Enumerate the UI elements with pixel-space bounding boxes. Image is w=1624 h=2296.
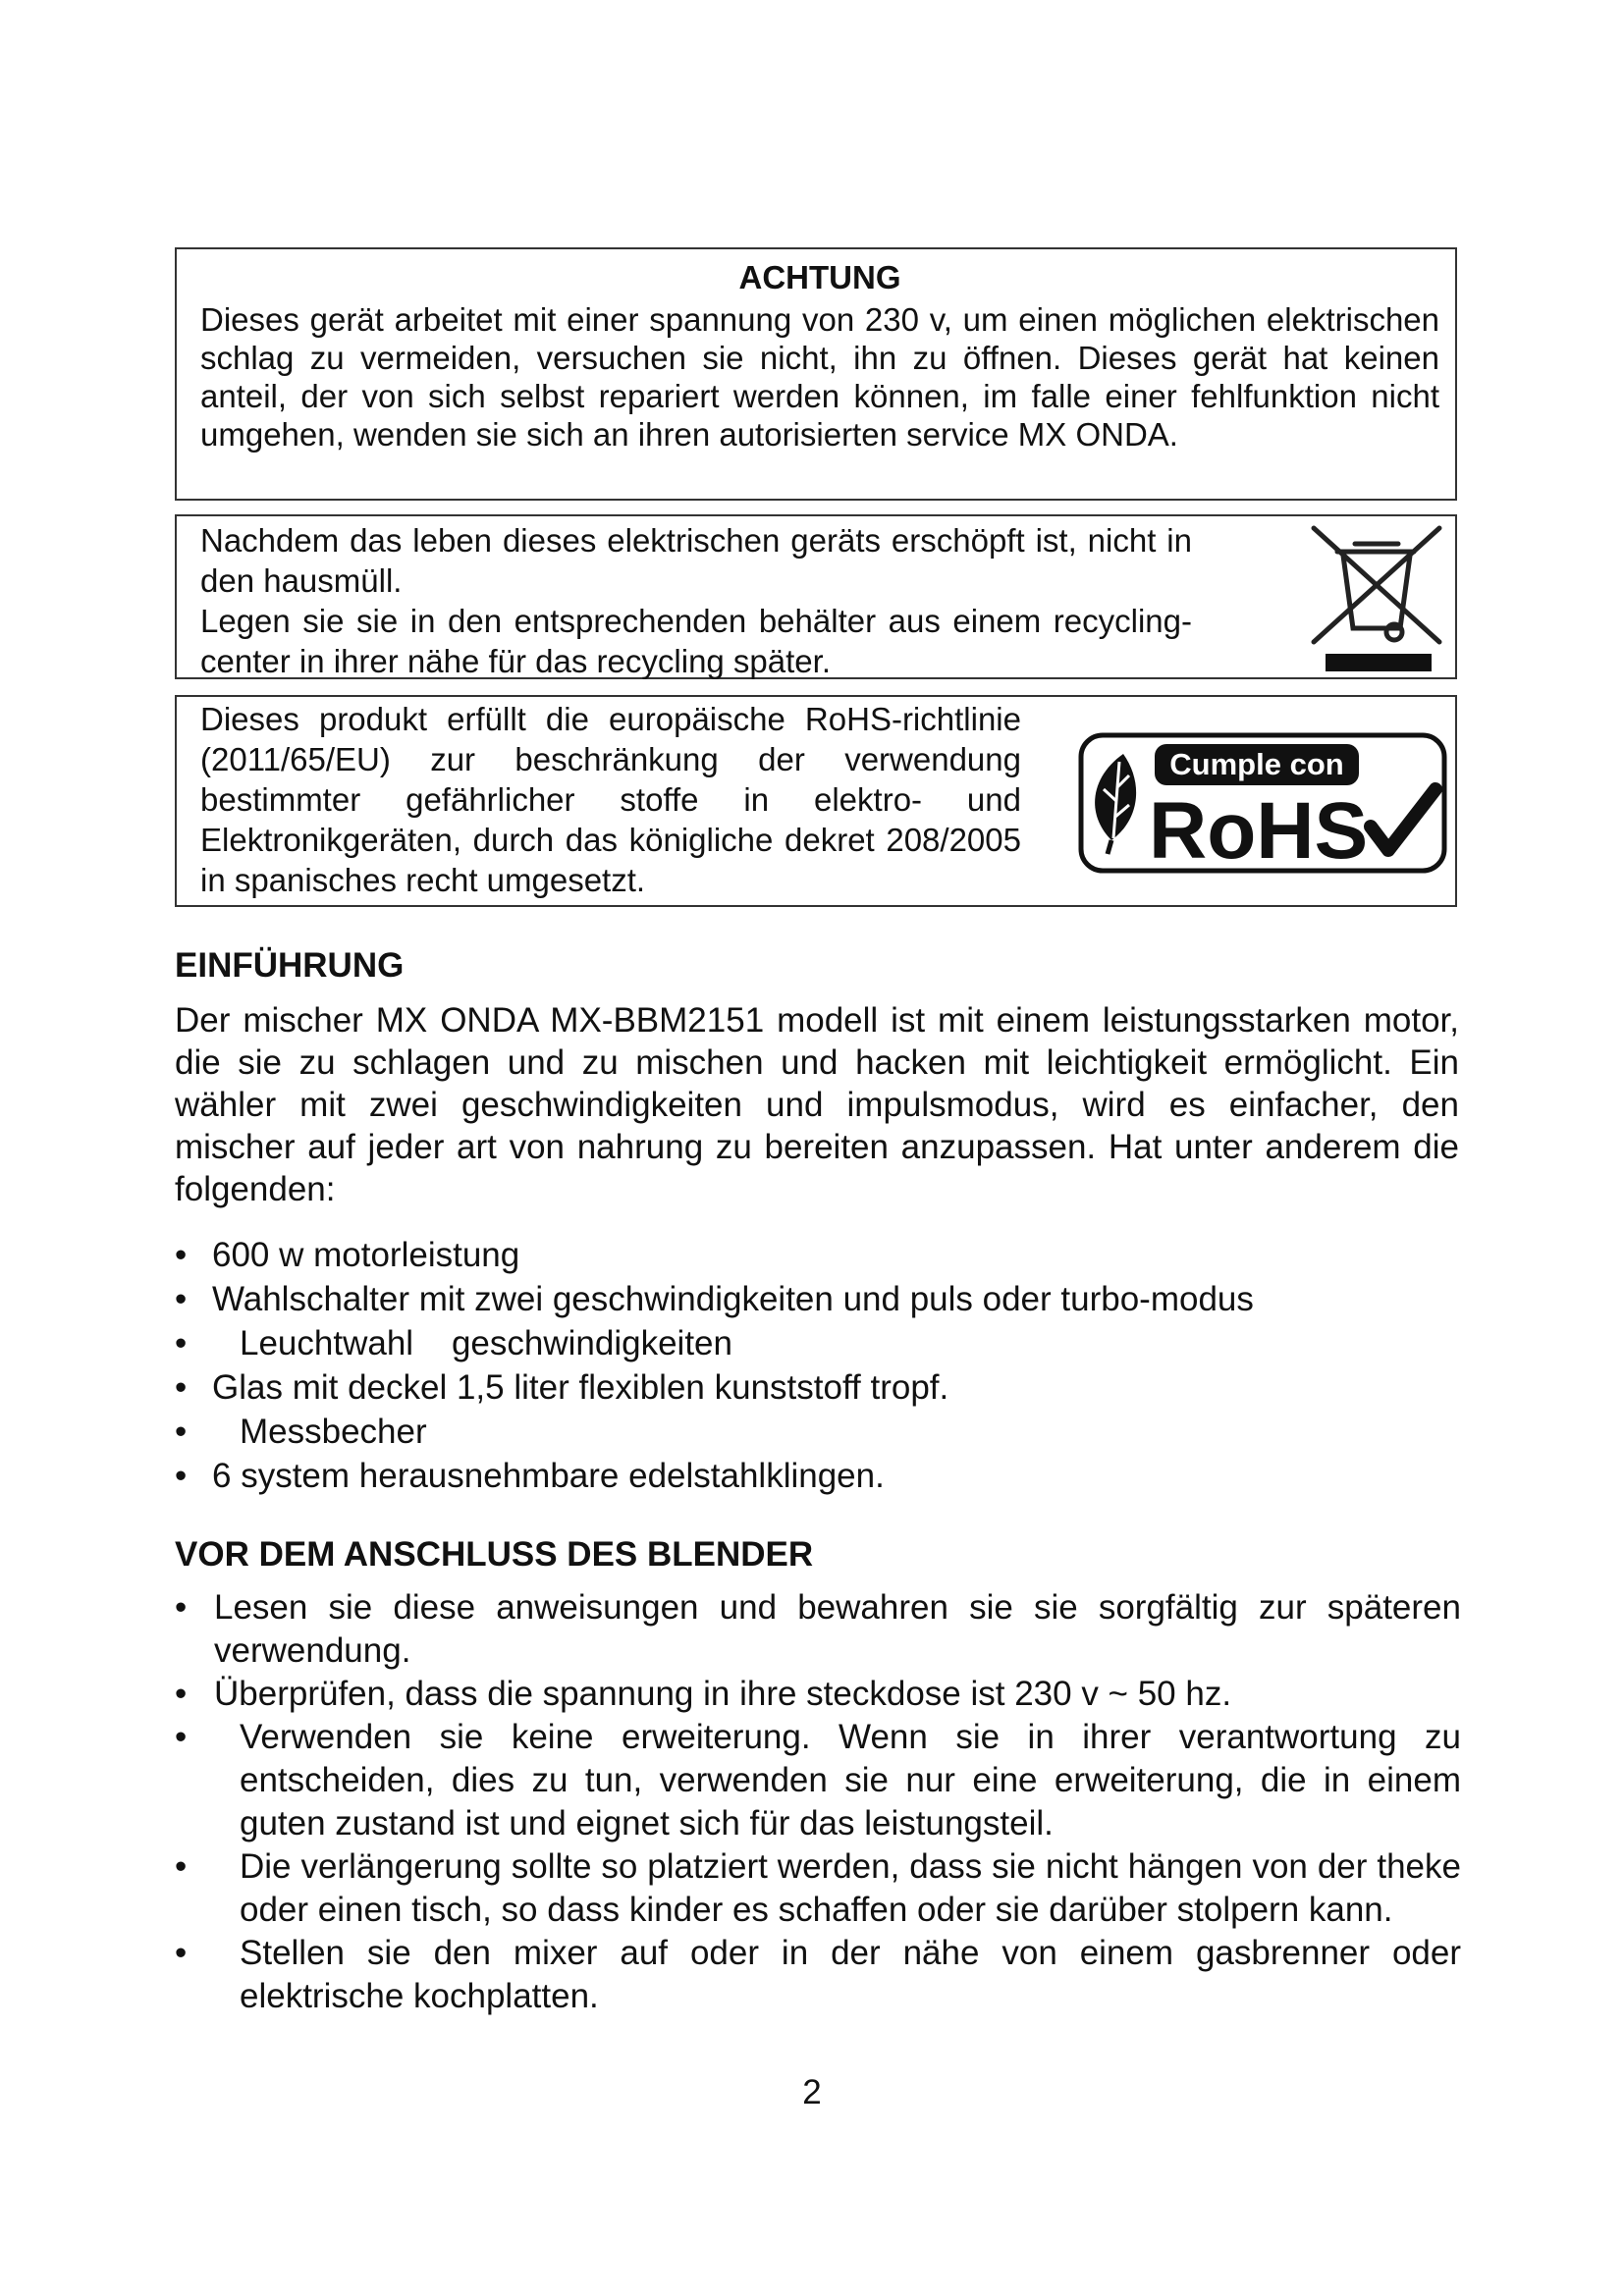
precaution-text: Lesen sie diese anweisungen und bewahren sie sie sorgfältig zur späteren verwendung. bbox=[214, 1588, 1461, 1670]
feature-text: Leuchtwahl geschwindigkeiten bbox=[240, 1324, 732, 1362]
precaution-text: Stellen sie den mixer auf oder in der nähe von einem gasbrenner oder elektrische kochplatten. bbox=[240, 1934, 1461, 2015]
warning-box bbox=[175, 247, 1457, 501]
disposal-line-2: Legen sie sie in den entsprechenden behälter aus einem recycling-center in ihrer nähe für das recycling später. bbox=[200, 603, 1192, 679]
bullet-icon: • bbox=[175, 1324, 188, 1362]
rohs-logo-badge: Cumple con bbox=[1169, 747, 1344, 781]
feature-text: Wahlschalter mit zwei geschwindigkeiten und puls oder turbo-modus bbox=[212, 1280, 1254, 1318]
warning-title: ACHTUNG bbox=[738, 259, 901, 295]
before-connecting-heading: VOR DEM ANSCHLUSS DES BLENDER bbox=[175, 1535, 814, 1574]
list-item bbox=[175, 1365, 1461, 1410]
bullet-icon: • bbox=[175, 1588, 188, 1627]
list-item bbox=[175, 1716, 1461, 1845]
list-item bbox=[175, 1410, 1461, 1454]
page-number: 2 bbox=[802, 2073, 822, 2111]
bullet-icon: • bbox=[175, 1718, 188, 1756]
bullet-icon: • bbox=[175, 1280, 188, 1318]
bullet-icon: • bbox=[175, 1675, 188, 1713]
disposal-box bbox=[175, 514, 1457, 679]
list-item bbox=[175, 1321, 1461, 1365]
bullet-icon: • bbox=[175, 1934, 188, 1972]
rohs-logo bbox=[1078, 732, 1447, 874]
list-item bbox=[175, 1586, 1461, 1673]
feature-text: Glas mit deckel 1,5 liter flexiblen kunststoff tropf. bbox=[212, 1368, 949, 1407]
intro-text: Der mischer MX ONDA MX-BBM2151 modell ist mit einem leistungsstarken motor, die sie zu schlagen und zu mischen und hacken mit leichtigkeit ermöglicht. Ein wähler mit zwei geschwindigkeiten und impulsmodus, wird es einfacher, den mischer auf jeder art von nahrung zu bereiten anzupassen. Hat unter anderem die folgenden: bbox=[175, 1001, 1459, 1208]
precaution-text: Verwenden sie keine erweiterung. Wenn sie in ihrer verantwortung zu entscheiden, dies zu tun, verwenden sie nur eine erweiterung, die in einem guten zustand ist und eignet sich für das leistungsteil. bbox=[240, 1718, 1461, 1842]
feature-text: Messbecher bbox=[240, 1413, 427, 1451]
crossed-out-wheelie-bin-icon bbox=[1308, 522, 1445, 675]
list-item bbox=[175, 1932, 1461, 2018]
rohs-text: Dieses produkt erfüllt die europäische RoHS-richtlinie (2011/65/EU) zur beschränkung der verwendung bestimmter gefährlicher stoffe in elektro- und Elektronikgeräten, durch das königliche dekret 208/2005 in spanisches recht umgesetzt. bbox=[200, 701, 1021, 898]
bullet-icon: • bbox=[175, 1457, 188, 1495]
list-item bbox=[175, 1233, 1461, 1277]
rohs-logo-word: RoHS bbox=[1149, 786, 1369, 874]
warning-text: Dieses gerät arbeitet mit einer spannung von 230 v, um einen möglichen elektrischen schlag zu vermeiden, versuchen sie nicht, ihn zu öffnen. Dieses gerät hat keinen anteil, der von sich selbst repariert werden können, im falle einer fehlfunktion nicht umgehen, wenden sie sich an ihren autorisierten service MX ONDA. bbox=[200, 301, 1439, 453]
bullet-icon: • bbox=[175, 1847, 188, 1886]
feature-list bbox=[175, 1233, 1461, 1498]
list-item bbox=[175, 1277, 1461, 1321]
rohs-box bbox=[175, 695, 1457, 907]
list-item bbox=[175, 1845, 1461, 1932]
intro-heading: EINFÜHRUNG bbox=[175, 946, 405, 985]
list-item bbox=[175, 1454, 1461, 1498]
bullet-icon: • bbox=[175, 1236, 188, 1274]
disposal-text bbox=[200, 520, 1192, 681]
bullet-icon: • bbox=[175, 1368, 188, 1407]
precaution-list bbox=[175, 1586, 1461, 2018]
precaution-text: Überprüfen, dass die spannung in ihre steckdose ist 230 v ~ 50 hz. bbox=[214, 1675, 1232, 1713]
precaution-text: Die verlängerung sollte so platziert werden, dass sie nicht hängen von der theke oder einen tisch, so dass kinder es schaffen oder sie darüber stolpern kann. bbox=[240, 1847, 1461, 1929]
feature-text: 6 system herausnehmbare edelstahlklingen. bbox=[212, 1457, 885, 1495]
list-item bbox=[175, 1673, 1461, 1716]
disposal-line-1: Nachdem das leben dieses elektrischen geräts erschöpft ist, nicht in den hausmüll. bbox=[200, 522, 1192, 599]
bullet-icon: • bbox=[175, 1413, 188, 1451]
feature-text: 600 w motorleistung bbox=[212, 1236, 520, 1274]
